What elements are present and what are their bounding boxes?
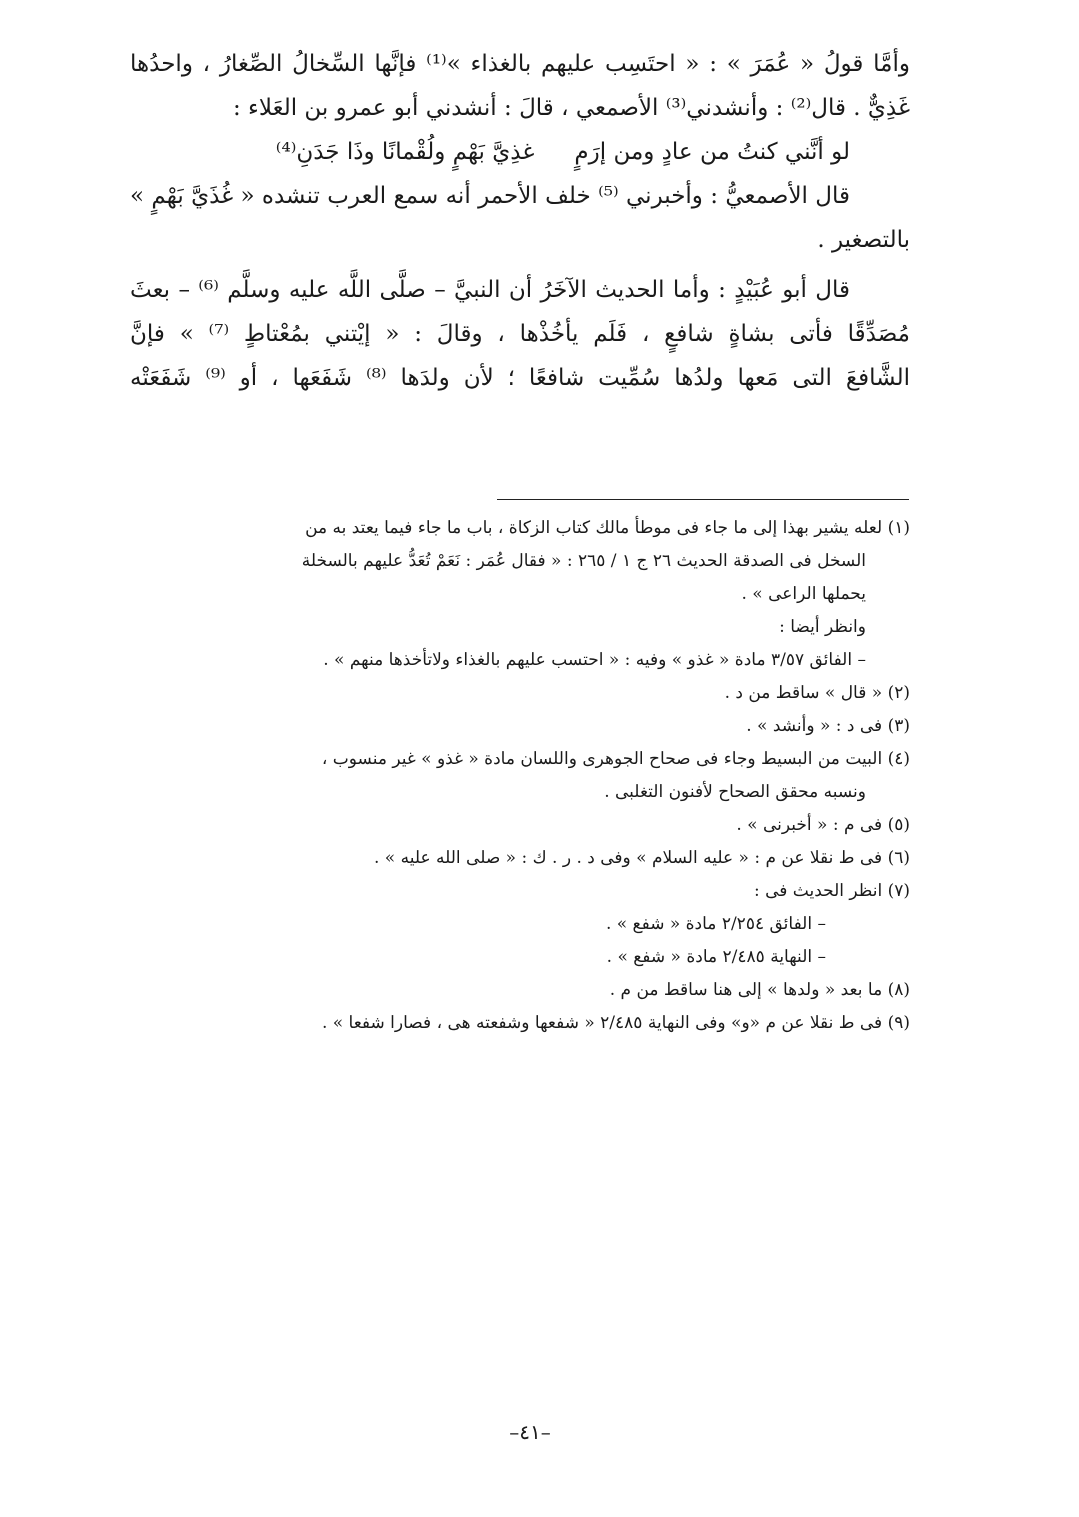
footnote-line: يحملها الراعى » . (741, 584, 866, 604)
footnote-line: (٨) ما بعد « ولدها » إلى هنا ساقط من م . (609, 980, 910, 1000)
footnote-line: وانظر أيضا : (779, 617, 866, 637)
footnote-line: – الفائق ٣/٥٧ مادة « غذو » وفيه : « احتسب عليهم بالغذاء ولاتأخذها منهم » . (323, 650, 866, 670)
footnotes (130, 512, 910, 1040)
footnote-line: (١) لعله يشير بهذا إلى ما جاء فى موطأ مالك كتاب الزكاة ، باب ما جاء فيما يعتد به من (305, 518, 910, 538)
verse-first-hemistich: لو أنَّني كنتُ من عادٍ ومن إرَمٍ (574, 139, 850, 165)
text-line: مُصَدِّقًا فأتى بشاةٍ شافعٍ ، فَلَم يأخُذْها ، وقالَ : « إيْتني بمُعْتاطٍ ⁽⁷⁾ » فإنَّ (130, 321, 910, 347)
poetry-verse (130, 130, 910, 174)
footnote-divider (497, 499, 909, 500)
footnote-line: (٤) البيت من البسيط وجاء فى صحاح الجوهرى واللسان مادة « غذو » غير منسوب ، (321, 749, 910, 769)
verse-second-hemistich: غذِيَّ بَهْمٍ ولُقْمانًا وذَا جَدَنِ⁽⁴⁾ (275, 139, 535, 165)
page-number: –٤١– (509, 1420, 551, 1444)
footnote-line: السخل فى الصدقة الحديث ٢٦ ج ١ / ٢٦٥ : « فقال عُمَر : نَعَمْ تُعَدُّ عليهم بالسخلة (301, 551, 866, 571)
footnote-line: ونسبه محقق الصحاح لأفنون التغلبى . (604, 782, 866, 802)
footnote-line: (٢) « قال » ساقط من د . (724, 683, 910, 703)
text-line: بالتصغير . (817, 227, 910, 253)
text-line: الشَّافعَ التى مَعها ولدُها سُمِّيت شافعًا ؛ لأن ولدَها ⁽⁸⁾ شَفَعَها ، أو ⁽⁹⁾ شَفَعَتْه (130, 365, 910, 391)
text-line: قال الأصمعيُّ : وأخبرني ⁽⁵⁾ خلف الأحمر أنه سمع العرب تنشده « غُذَيَّ بَهْمٍ » (130, 183, 851, 209)
footnote-line: (٥) فى م : « أخبرنى » . (736, 815, 910, 835)
footnote-line: (٧) انظر الحديث فى : (753, 881, 910, 901)
text-line: وأمَّا قولُ « عُمَرَ » : « احتَسِب عليهم بالغذاء »⁽¹⁾ فإنَّها السِّخالُ الصِّغارُ ، واحدُها (130, 51, 910, 77)
main-text (130, 42, 910, 400)
text-line: قال أبو عُبَيْدٍ : وأما الحديث الآخَرُ أن النبيَّ – صلَّى اللَّه عليه وسلَّم ⁽⁶⁾ – بعثَ (130, 277, 850, 303)
text-line: غَذِيٌّ . قال⁽²⁾ : وأنشدني⁽³⁾ الأصمعي ، قالَ : أنشدني أبو عمرو بن العَلاء : (233, 95, 910, 121)
footnote-line: (٣) فى د : « وأنشد » . (746, 716, 910, 736)
footnote-line: – الفائق ٢/٢٥٤ مادة « شفع » . (605, 914, 826, 934)
footnote-line: – النهاية ٢/٤٨٥ مادة « شفع » . (606, 947, 826, 967)
footnote-line: (٩) فى ط نقلا عن م «و» وفى النهاية ٢/٤٨٥ « شفعها وشفعته هى ، فصارا شفعا » . (321, 1013, 910, 1033)
footnote-line: (٦) فى ط نقلا عن م : « عليه السلام » وفى د . ر . ك : « صلى الله عليه » . (373, 848, 910, 868)
